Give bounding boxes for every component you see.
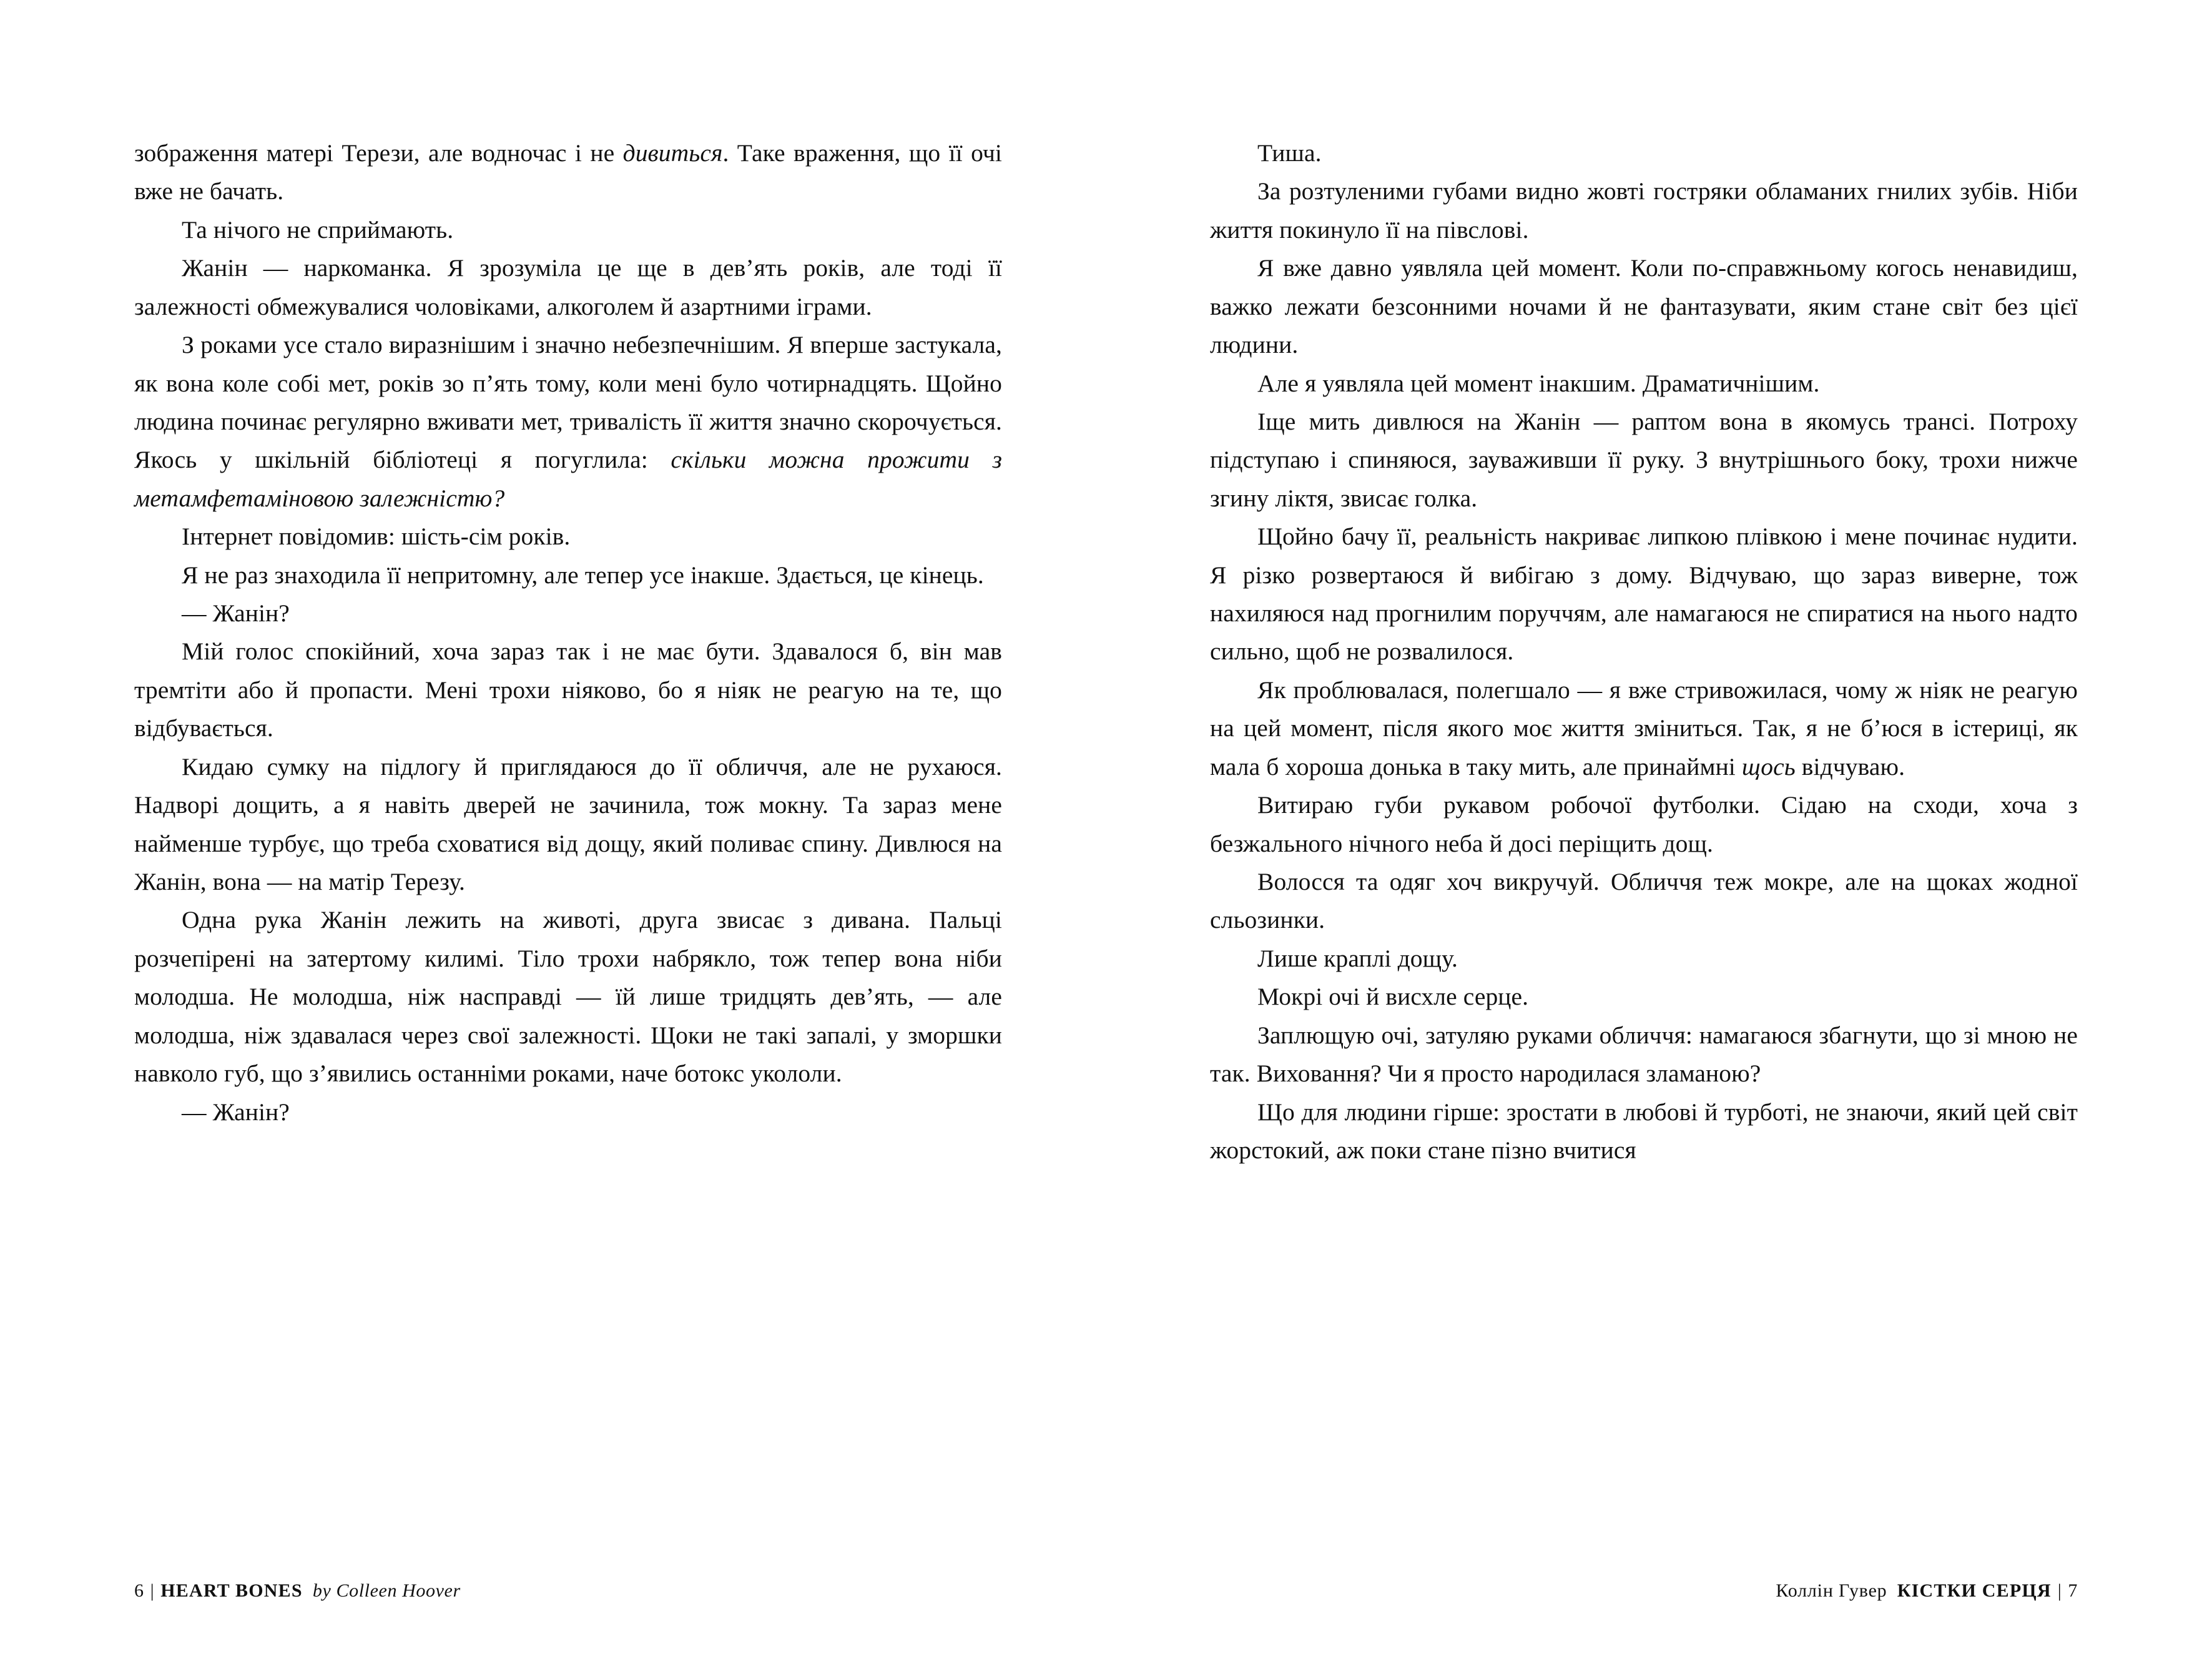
paragraph [134,901,1002,1093]
paragraph [134,211,1002,249]
emphasis-text: скільки можна прожити з метамфетаміновою залежністю? [134,446,1003,512]
paragraph [134,556,1002,594]
footer-author-ua: Коллін Гувер [1776,1580,1887,1601]
paragraph [134,1093,1002,1131]
paragraph [134,249,1002,326]
body-text: Лише краплі дощу. [1257,944,1458,972]
emphasis-text: щось [1741,752,1796,780]
paragraph [134,518,1002,556]
body-text: Я не раз знаходила її непритомну, але тепер усе інакше. Здається, це кінець. [182,561,984,589]
left-page-number: 6 [134,1580,144,1601]
emphasis-text: дивиться [622,139,723,167]
body-text: зображення матері Терези, але водночас і не [134,139,623,167]
paragraph [1210,365,2078,403]
footer-book-title-en: HEART BONES [160,1580,303,1601]
body-text: Інтернет повідомив: шість-сім років. [182,523,571,551]
paragraph [1210,134,2078,172]
paragraph [1210,518,2078,671]
paragraph [1210,403,2078,518]
left-page-text-column [134,134,1002,1131]
paragraph [134,326,1002,518]
body-text: Тиша. [1257,139,1322,167]
body-text: Я вже давно уявляла цей момент. Коли по-справжньому когось ненавидиш, важко лежати безсонними ночами й не фантазувати, яким стане світ без цієї людини. [1210,254,2078,359]
paragraph [1210,940,2078,978]
body-text: Витираю губи рукавом робочої футболки. Сідаю на сходи, хоча з безжального нічного неба й досі періщить дощ. [1210,791,2078,857]
footer-author-en: by Colleen Hoover [312,1580,461,1601]
paragraph [134,594,1002,633]
body-text: Волосся та одяг хоч викручуй. Обличчя теж мокре, але на щоках жодної сльозинки. [1210,868,2078,934]
left-page-footer [134,1580,461,1602]
right-page-footer [1776,1580,2078,1602]
paragraph [134,633,1002,747]
footer-book-title-ua: КІСТКИ СЕРЦЯ [1897,1580,2052,1601]
paragraph [1210,786,2078,863]
paragraph [1210,1093,2078,1170]
body-text: Заплющую очі, затуляю руками обличчя: намагаюся збагнути, що зі мною не так. Виховання? Чи я просто народилася зламаною? [1210,1021,2078,1088]
left-page [134,134,1002,1659]
body-text: — Жанін? [182,599,290,628]
body-text: Кидаю сумку на підлогу й приглядаюся до її обличчя, але не рухаюся. Надворі дощить, а я навіть дверей не зачинила, тож мокну. Та зараз мене найменше турбує, що треба сховатися від дощу, який поливає спину. Дивлюся на Жанін, вона — на матір Терезу. [134,752,1002,896]
body-text: . Таке враження, що її очі вже не бачать. [134,139,1002,205]
paragraph [134,134,1002,211]
body-text: Але я уявляла цей момент інакшим. Драматичнішим. [1257,369,1820,397]
right-page-text-column [1210,134,2078,1169]
paragraph [1210,1017,2078,1093]
body-text: відчуваю. [1795,752,1905,780]
paragraph [1210,671,2078,786]
right-page [1210,134,2078,1659]
body-text: Щойно бачу її, реальність накриває липкою плівкою і мене починає нудити. Я різко розвертаюся й вибігаю з дому. Відчуваю, що зараз виверне, тож нахиляюся над прогнилим поруччям, але намагаюся не спиратися на нього надто сильно, щоб не розвалилося. [1210,523,2078,666]
body-text: Жанін — наркоманка. Я зрозуміла це ще в дев’ять років, але тоді її залежності обмежувалися чоловіками, алкоголем й азартними іграми. [134,254,1002,320]
body-text: Що для людини гірше: зростати в любові й турботі, не знаючи, який цей світ жорстокий, аж поки стане пізно вчитися [1210,1098,2078,1164]
body-text: Мокрі очі й висхле серце. [1257,983,1529,1011]
body-text: Іще мить дивлюся на Жанін — раптом вона в якомусь трансі. Потроху підступаю і спиняюся, зауваживши її руку. З внутрішнього боку, трохи нижче згину ліктя, звисає голка. [1210,407,2078,512]
paragraph [1210,863,2078,940]
paragraph [1210,978,2078,1016]
body-text: З роками усе стало виразнішим і значно небезпечнішим. Я вперше застукала, як вона коле собі мет, років зо п’ять тому, коли мені було чотирнадцять. Щойно людина починає регулярно вживати мет, тривалість її життя значно скорочується. Якось у шкільній бібліотеці я погуглила: [134,331,1002,474]
body-text: Як проблювалася, полегшало — я вже стривожилася, чому ж ніяк не реагую на цей момент, після якого моє життя зміниться. Так, я не б’юся в істериці, як мала б хороша донька в таку мить, але принаймні [1210,676,2078,780]
right-footer-separator: | [2057,1580,2062,1601]
body-text: Одна рука Жанін лежить на животі, друга звисає з дивана. Пальці розчепірені на затертому килимі. Тіло трохи набрякло, тож тепер вона ніби молодша. Не молодша, ніж насправді — їй лише тридцять дев’ять, — але молодша, ніж здавалася через свої залежності. Щоки не такі запалі, у зморшки навколо губ, що з’явились останніми роками, наче ботокс укололи. [134,906,1002,1088]
body-text: Та нічого не сприймають. [182,215,454,244]
body-text: За розтуленими губами видно жовті гостряки обламаних гнилих зубів. Ніби життя покинуло її на півслові. [1210,177,2078,244]
paragraph [1210,249,2078,364]
left-footer-separator: | [150,1580,155,1601]
paragraph [1210,172,2078,249]
body-text: — Жанін? [182,1098,290,1126]
body-text: Мій голос спокійний, хоча зараз так і не має бути. Здавалося б, він мав тремтіти або й пропасти. Мені трохи ніяково, бо я ніяк не реагую на те, що відбувається. [134,638,1002,742]
right-page-number: 7 [2068,1580,2078,1601]
paragraph [134,748,1002,902]
